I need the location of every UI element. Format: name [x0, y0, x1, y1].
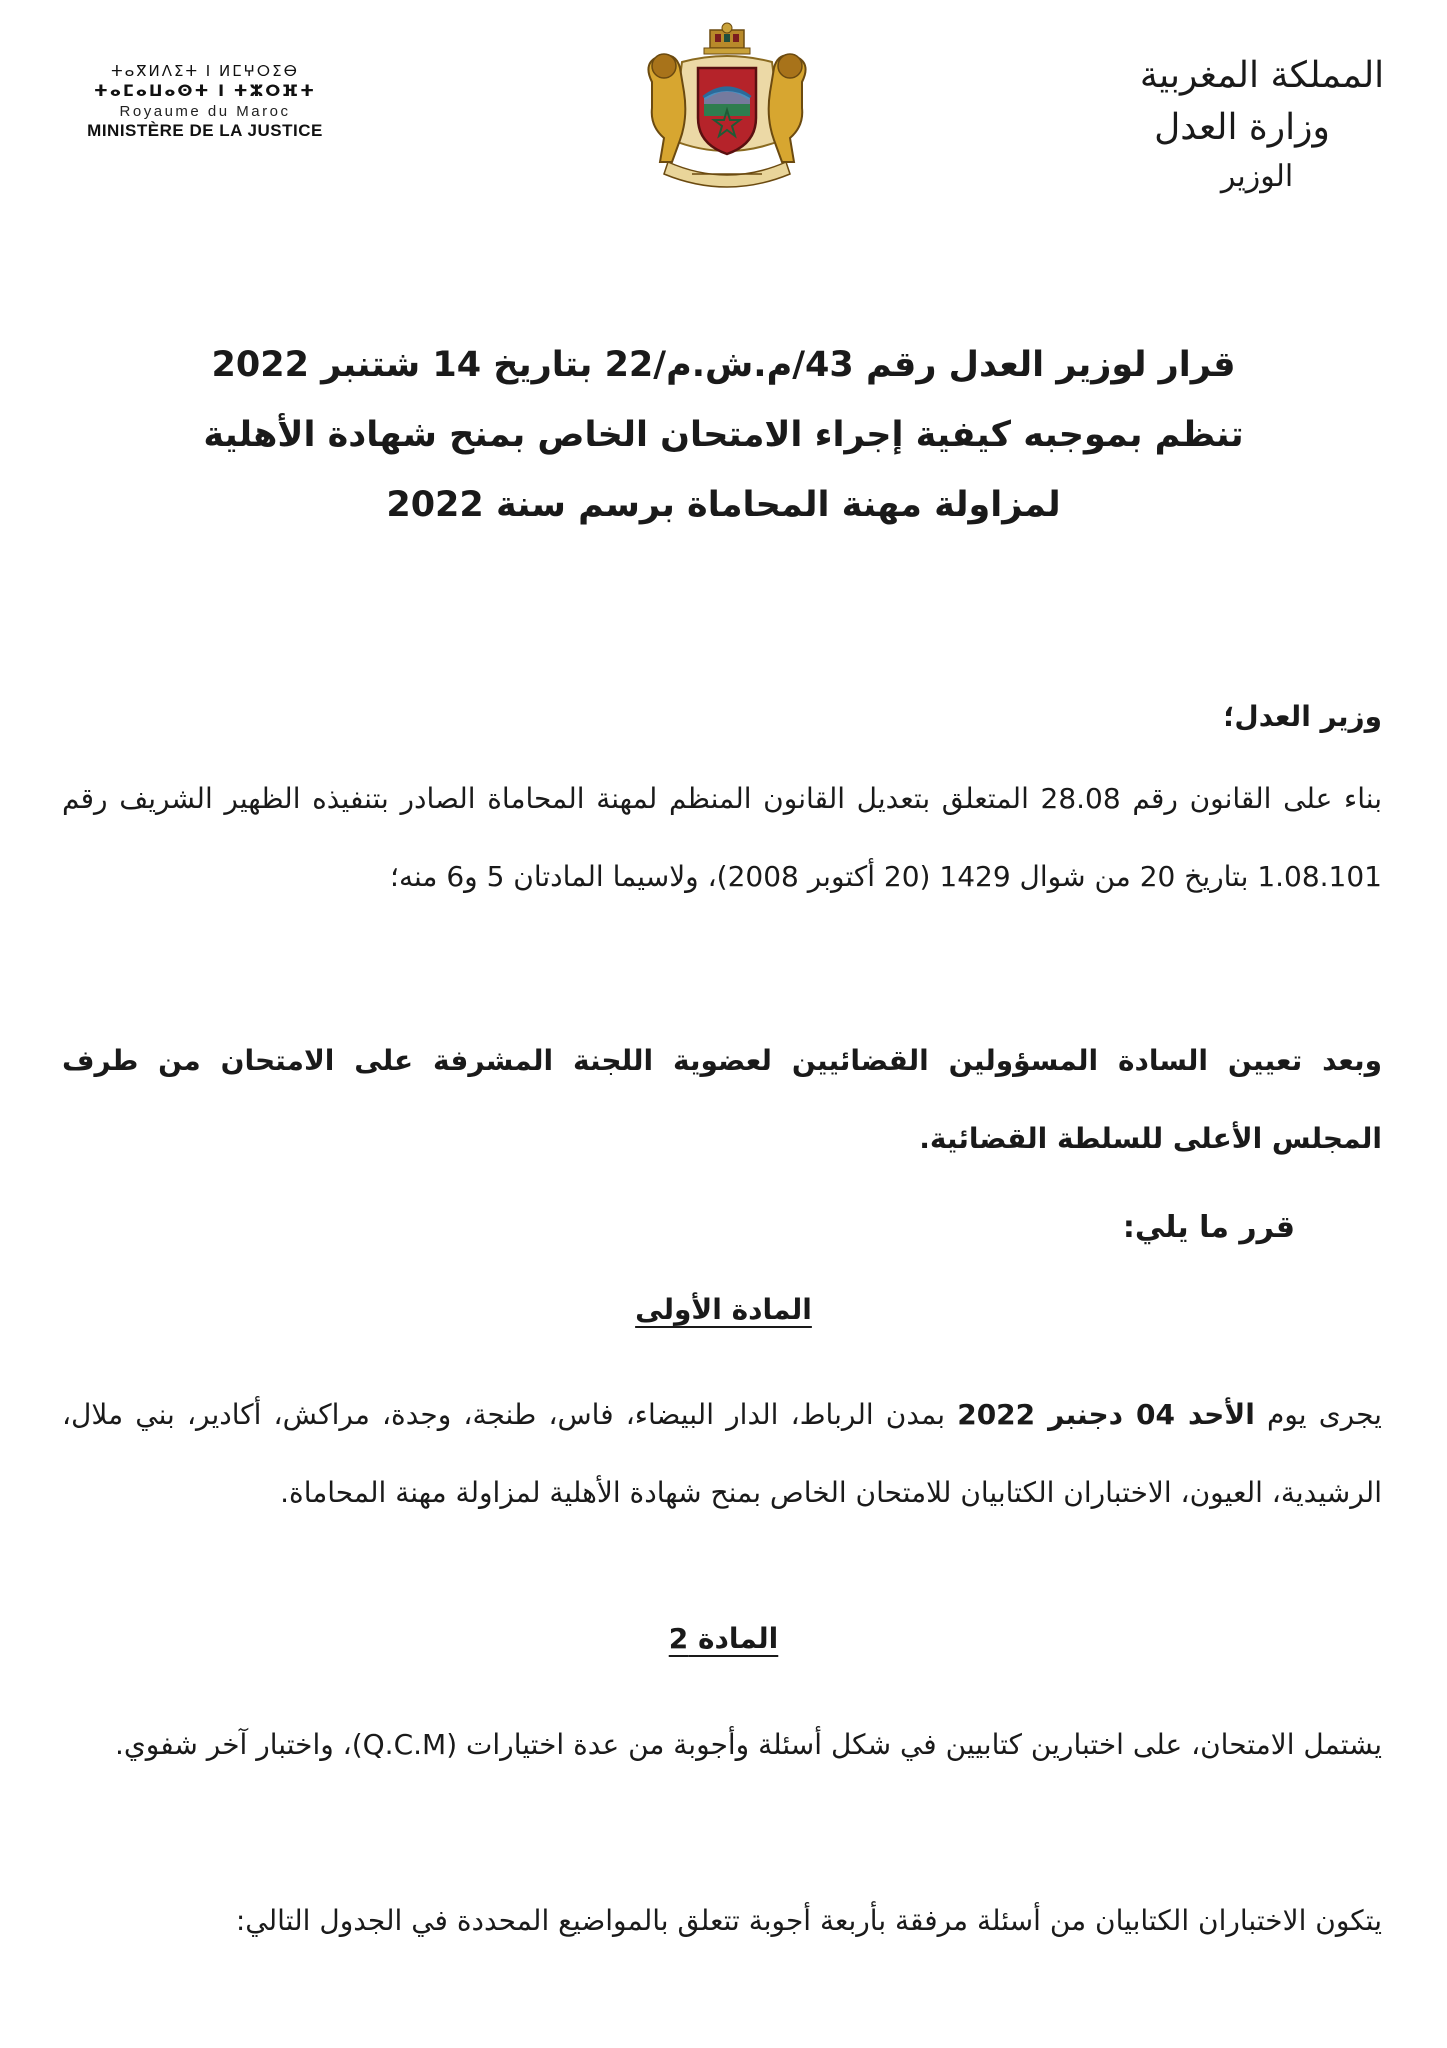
article-1-prefix: يجرى يوم: [1254, 1398, 1382, 1431]
article-2-paragraph-2: يتكون الاختباران الكتابيان من أسئلة مرفقة بأربعة أجوبة تتعلق بالمواضيع المحددة في الجدول التالي:: [235, 1904, 1382, 1937]
coat-of-arms-icon: [632, 22, 822, 190]
left-lion-icon: [648, 54, 685, 162]
ribbon-icon: [664, 162, 790, 187]
ministry-logo-arabic: [1132, 50, 1392, 200]
decided-heading: قرر ما يلي:: [1122, 1210, 1295, 1245]
article-2-heading: المادة 2: [668, 1622, 779, 1655]
article-2-paragraph-1: يشتمل الامتحان، على اختبارين كتابيين في شكل أسئلة وأجوبة من عدة اختيارات (Q.C.M)، واختبار آخر شفوي.: [114, 1728, 1382, 1761]
ministry-logo-latin: [70, 62, 340, 141]
preamble-paragraph-1: بناء على القانون رقم 28.08 المتعلق بتعديل القانون المنظم لمهنة المحاماة الصادر بتنفيذه الظهير الشريف رقم 1.08.101 بتاريخ 20 من شوال 1429 (20 أكتوبر 2008)، ولاسيما المادتان 5 و6 منه؛: [62, 782, 1382, 893]
title-line-2: تنظم بموجبه كيفية إجراء الامتحان الخاص بمنح شهادة الأهلية: [203, 415, 1244, 455]
shield-icon: [698, 68, 756, 154]
crown-icon: [704, 23, 750, 54]
kingdom-label-ar: المملكة المغربية: [1139, 55, 1385, 96]
minister-label-ar: الوزير: [1220, 159, 1294, 194]
minister-heading: وزير العدل؛: [1223, 700, 1382, 733]
tifinagh-line-2: ⵜⴰⵎⴰⵡⴰⵙⵜ ⵏ ⵜⵣⵔⴼⵜ: [93, 81, 317, 100]
decree-title: [150, 330, 1297, 540]
ministry-label-ar: وزارة العدل: [1154, 107, 1330, 148]
ministere-label: MINISTÈRE DE LA JUSTICE: [87, 121, 323, 140]
article-1-paragraph: [62, 1376, 1382, 1532]
preamble-paragraph-2: وبعد تعيين السادة المسؤولين القضائيين لعضوية اللجنة المشرفة على الامتحان من طرف المجلس الأعلى للسلطة القضائية.: [62, 1044, 1382, 1155]
royaume-label: Royaume du Maroc: [119, 103, 291, 120]
article-1-heading: المادة الأولى: [635, 1293, 812, 1326]
article-1-rest: بمدن الرباط، الدار البيضاء، فاس، طنجة، وجدة، مراكش، أكادير، بني ملال، الرشيدية، العيون، الاختباران الكتابيان للامتحان الخاص بمنح شهادة الأهلية لمزاولة مهنة المحاماة.: [62, 1398, 1382, 1509]
article-1-date: الأحد 04 دجنبر 2022: [957, 1398, 1255, 1431]
title-line-3: لمزاولة مهنة المحاماة برسم سنة 2022: [386, 485, 1061, 525]
right-lion-icon: [769, 54, 806, 162]
title-line-1: قرار لوزير العدل رقم 43/م.ش.م/22 بتاريخ 14 شتنبر 2022: [211, 345, 1236, 385]
tifinagh-line-1: ⵜⴰⴳⵍⴷⵉⵜ ⵏ ⵍⵎⵖⵔⵉⴱ: [111, 62, 299, 80]
